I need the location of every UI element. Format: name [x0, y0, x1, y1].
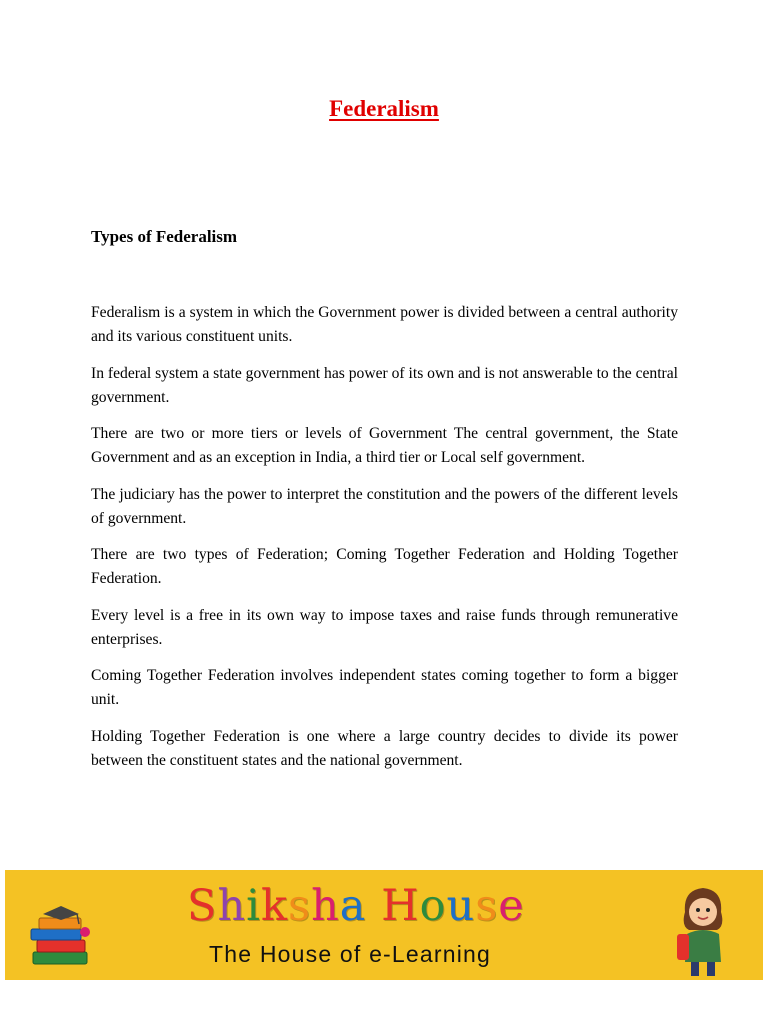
brand-letter: h [217, 881, 247, 931]
brand-letter: k [260, 881, 288, 931]
brand-letter: a [339, 881, 367, 931]
paragraph-2: In federal system a state government has power of its own and is not answerable to the central government. [91, 364, 678, 406]
brand-letter: u [446, 881, 476, 931]
books-icon [27, 904, 97, 975]
brand-tagline: The House of e-Learning [209, 941, 492, 967]
document-body [91, 301, 678, 785]
brand-letter: o [419, 881, 447, 931]
brand-letter: H [381, 881, 420, 931]
paragraph-7: Coming Together Federation involves independent states coming together to form a bigger unit. [91, 667, 678, 708]
paragraph-5: There are two types of Federation; Coming Together Federation and Holding Together Federation. [91, 546, 678, 587]
brand-letter: e [498, 881, 525, 931]
paragraph-1: Federalism is a system in which the Government power is divided between a central authority and its various constituent units. [91, 304, 678, 345]
brand-letter [366, 881, 381, 931]
paragraph-3: There are two or more tiers or levels of Government The central government, the State Government and as an exception in India, a third tier or Local self government. [91, 425, 678, 466]
footer-banner [5, 870, 763, 980]
brand-letter: S [187, 881, 218, 931]
paragraph-4: The judiciary has the power to interpret the constitution and the powers of the different levels of government. [91, 485, 678, 527]
brand-logo-text [187, 876, 525, 936]
brand-letter: i [246, 881, 261, 931]
brand-letter: s [288, 881, 312, 931]
section-heading: Types of Federalism [91, 227, 238, 246]
paragraph-8: Holding Together Federation is one where a large country decides to divide its power between the constituent states and the national government. [91, 727, 678, 769]
student-girl-icon [673, 882, 733, 980]
brand-letter: h [311, 881, 340, 931]
brand-letter: s [475, 881, 499, 931]
document-title: Federalism [329, 96, 439, 121]
paragraph-6: Every level is a free in its own way to impose taxes and raise funds through remunerative enterprises. [91, 606, 678, 648]
